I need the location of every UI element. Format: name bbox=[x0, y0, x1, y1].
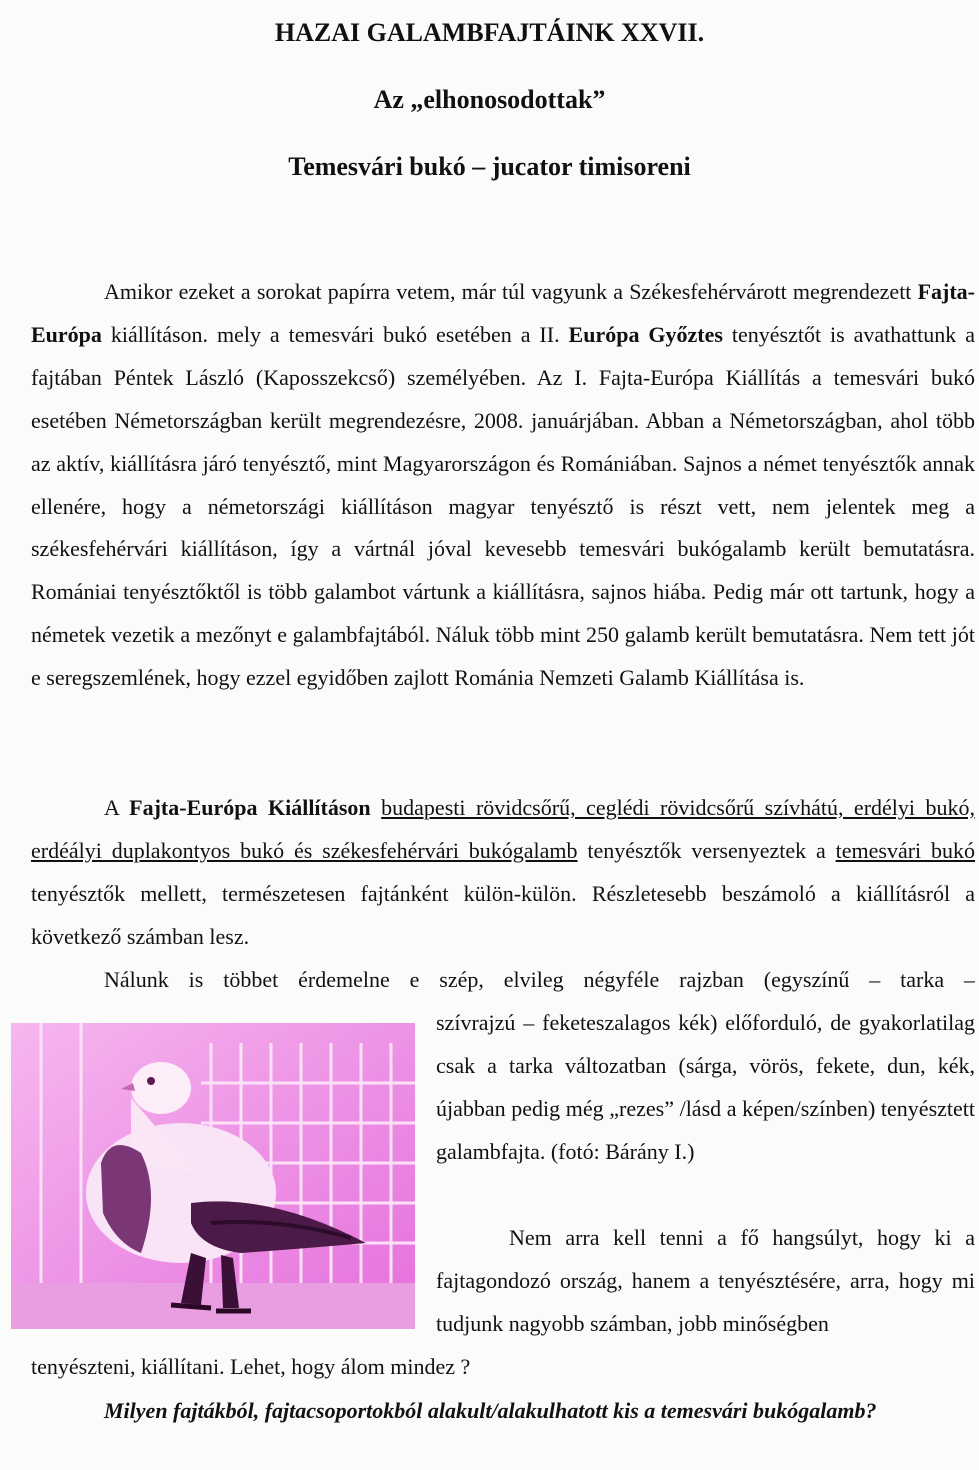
bold-text: Európa Győztes bbox=[568, 321, 723, 347]
text-run: A bbox=[104, 795, 130, 820]
closing-question: Milyen fajtákból, fajtacsoportokból alakult/alakulhatott kis a temesvári bukógalamb? bbox=[104, 1398, 877, 1423]
paragraph-varieties-wrapped: szívrajzú – feketeszalagos kék) előforduló, de gyakorlatilag csak a tarka változatban (sárga, vörös, fekete, dun, kék, újabban pedig még „rezes” /lásd a képen/színben) tenyésztett galambfajta. (fotó: Bárány I.) bbox=[436, 1010, 975, 1164]
underlined-breeds: budapesti rövidcsőrű, ceglédi rövidcsőrű szívhátú, erdélyi bukó, erdéályi duplakontyos bukó és székesfehérvári bukógalamb bbox=[31, 795, 975, 863]
article-title: HAZAI GALAMBFAJTÁINK XXVII. bbox=[274, 18, 705, 47]
paragraph-breeding-rest: tenyészteni, kiállítani. Lehet, hogy álom mindez ? bbox=[31, 1354, 471, 1379]
breed-title: Temesvári bukó – jucator timisoreni bbox=[288, 152, 691, 181]
text-run: tenyésztők mellett, természetesen fajtánként külön-külön. Részletesebb beszámoló a kiállításról a következő számban lesz. bbox=[31, 880, 975, 949]
bold-text: Fajta-Európa Kiállításon bbox=[129, 795, 371, 820]
underlined-breed: temesvári bukó bbox=[835, 837, 975, 863]
pigeon-photo bbox=[11, 1023, 415, 1329]
paragraph-varieties-first-line: Nálunk is többet érdemelne e szép, elvileg négyféle rajzban (egyszínű – tarka – bbox=[104, 967, 975, 992]
text-run: kiállításon. mely a temesvári bukó esetében a II. bbox=[101, 321, 569, 347]
paragraph-exhibition bbox=[31, 787, 975, 959]
text-run bbox=[371, 795, 382, 820]
text-run: tenyésztőt is avathattunk a fajtában Péntek László (Kaposszekcső) személyében. Az I. Fajta-Európa Kiállítás a temesvári bukó esetében Németországban került megrendezésre, 2008. januárjában. Abban a Németországban, ahol több az aktív, kiállításra járó tenyésztő, mint Magyarországon és Romániában. Sajnos a német tenyésztők annak ellenére, hogy a németországi kiállításon magyar tenyésztő is részt vett, nem jelentek meg a székesfehérvári kiállításon, így a vártnál jóval kevesebb temesvári bukógalamb került bemutatásra. Romániai tenyésztőktől is több galambot vártunk a kiállításra, sajnos hiába. Pedig már ott tartunk, hogy a németek vezetik a mezőnyt e galambfajtából. Náluk több mint 250 galamb került bemutatásra. Nem tett jót e seregszemlének, hogy ezzel egyidőben zajlott Románia Nemzeti Galamb Kiállítása is. bbox=[31, 321, 975, 691]
text-run: tenyésztők versenyeztek a bbox=[577, 837, 836, 863]
bold-text: Fajta-Európa bbox=[31, 279, 975, 347]
article-subtitle: Az „elhonosodottak” bbox=[373, 85, 606, 114]
text-run: Amikor ezeket a sorokat papírra vetem, már túl vagyunk a Székesfehérvárott megrendezett bbox=[104, 279, 918, 304]
paragraph-intro bbox=[31, 271, 975, 700]
pigeon-image-icon bbox=[11, 1023, 415, 1329]
paragraph-breeding-wrapped: Nem arra kell tenni a fő hangsúlyt, hogy ki a fajtagondozó ország, hanem a tenyésztésére, arra, hogy mi tudjunk nagyobb számban, jobb minőségben bbox=[436, 1225, 975, 1336]
